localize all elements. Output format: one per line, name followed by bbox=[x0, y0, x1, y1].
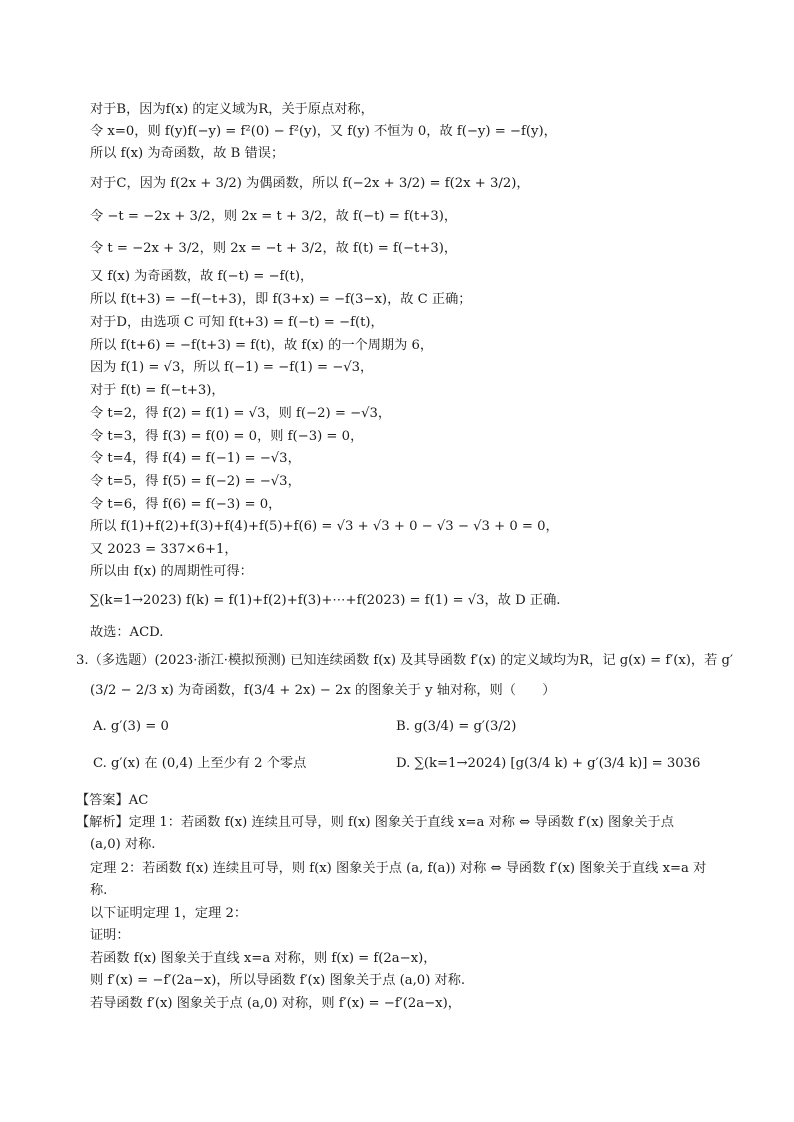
analysis-line: 定理 2：若函数 f(x) 连续且可导，则 f(x) 图象关于点 (a, f(a)) 对称 ⇔ 导函数 f′(x) 图象关于直线 x=a 对 bbox=[90, 861, 707, 876]
solution-line: 所以 f(t+3) = −f(−t+3)，即 f(3+x) = −f(3−x)，故 C 正确； bbox=[90, 292, 472, 307]
solution-line: 对于D，由选项 C 可知 f(t+3) = f(−t) = −f(t)， bbox=[90, 315, 384, 330]
analysis-line: 以下证明定理 1，定理 2： bbox=[90, 906, 248, 921]
analysis-line: 若导函数 f′(x) 图象关于点 (a,0) 对称，则 f′(x) = −f′(2a−x)， bbox=[90, 996, 461, 1011]
analysis-line: 证明： bbox=[90, 928, 130, 943]
solution-line: 因为 f(1) = √3，所以 f(−1) = −f(1) = −√3， bbox=[90, 360, 374, 375]
analysis-line: (a,0) 对称. bbox=[90, 837, 156, 852]
question-3-stem-cont: (3/2 − 2/3 x) 为奇函数，f(3/4 + 2x) − 2x 的图象关于 y 轴对称，则（ ） bbox=[90, 683, 556, 698]
solution-line: 令 x=0，则 f(y)f(−y) = f²(0) − f²(y)，又 f(y) 不恒为 0，故 f(−y) = −f(y)， bbox=[90, 124, 557, 139]
option-d: D. ∑(k=1→2024) [g(3/4 k) + g′(3/4 k)] = 3036 bbox=[396, 756, 701, 771]
solution-line: 所以 f(x) 为奇函数，故 B 错误； bbox=[90, 146, 285, 161]
analysis-line: 若函数 f(x) 图象关于直线 x=a 对称，则 f(x) = f(2a−x)， bbox=[90, 951, 437, 966]
solution-line: 对于C，因为 f(2x + 3/2) 为偶函数，所以 f(−2x + 3/2) = f(2x + 3/2)， bbox=[90, 176, 530, 191]
solution-line: 所以由 f(x) 的周期性可得： bbox=[90, 564, 253, 579]
solution-line: 令 t=2，得 f(2) = f(1) = √3，则 f(−2) = −√3， bbox=[90, 406, 392, 421]
solution-line: 令 t=4，得 f(4) = f(−1) = −√3， bbox=[90, 451, 301, 466]
solution-line: 所以 f(1)+f(2)+f(3)+f(4)+f(5)+f(6) = √3 + √3 + 0 − √3 − √3 + 0 = 0， bbox=[90, 519, 559, 534]
option-a: A. g′(3) = 0 bbox=[93, 719, 169, 734]
solution-line: 故选：ACD. bbox=[90, 625, 164, 640]
analysis-line: 则 f′(x) = −f′(2a−x)，所以导函数 f′(x) 图象关于点 (a,0) 对称. bbox=[90, 973, 466, 988]
option-b: B. g(3/4) = g′(3/2) bbox=[396, 719, 517, 734]
solution-line: 令 t = −2x + 3/2，则 2x = −t + 3/2，故 f(t) = f(−t+3)， bbox=[90, 241, 458, 256]
solution-line: 令 t=5，得 f(5) = f(−2) = −√3， bbox=[90, 474, 301, 489]
option-c: C. g′(x) 在 (0,4) 上至少有 2 个零点 bbox=[93, 756, 307, 771]
analysis-line: 【解析】定理 1：若函数 f(x) 连续且可导，则 f(x) 图象关于直线 x=a 对称 ⇔ 导函数 f′(x) 图象关于点 bbox=[76, 815, 674, 830]
solution-line: 所以 f(t+6) = −f(t+3) = f(t)，故 f(x) 的一个周期为 6， bbox=[90, 338, 434, 353]
solution-line: 令 −t = −2x + 3/2，则 2x = t + 3/2，故 f(−t) = f(t+3)， bbox=[90, 209, 458, 224]
analysis-line: 称. bbox=[90, 883, 108, 898]
question-3-stem: 3.（多选题）(2023·浙江·模拟预测) 已知连续函数 f(x) 及其导函数 f′(x) 的定义域均为R，记 g(x) = f′(x)，若 g′ bbox=[76, 653, 733, 668]
solution-line: 对于B，因为f(x) 的定义域为R，关于原点对称， bbox=[90, 102, 374, 117]
solution-line: 令 t=3，得 f(3) = f(0) = 0，则 f(−3) = 0， bbox=[90, 429, 364, 444]
solution-line: ∑(k=1→2023) f(k) = f(1)+f(2)+f(3)+⋯+f(2023) = f(1) = √3，故 D 正确. bbox=[90, 593, 561, 608]
answer: 【答案】AC bbox=[76, 793, 149, 808]
solution-line: 又 f(x) 为奇函数，故 f(−t) = −f(t)， bbox=[90, 269, 314, 284]
solution-line: 对于 f(t) = f(−t+3)， bbox=[90, 383, 225, 398]
solution-line: 又 2023 = 337×6+1， bbox=[90, 542, 238, 557]
solution-line: 令 t=6，得 f(6) = f(−3) = 0， bbox=[90, 497, 282, 512]
